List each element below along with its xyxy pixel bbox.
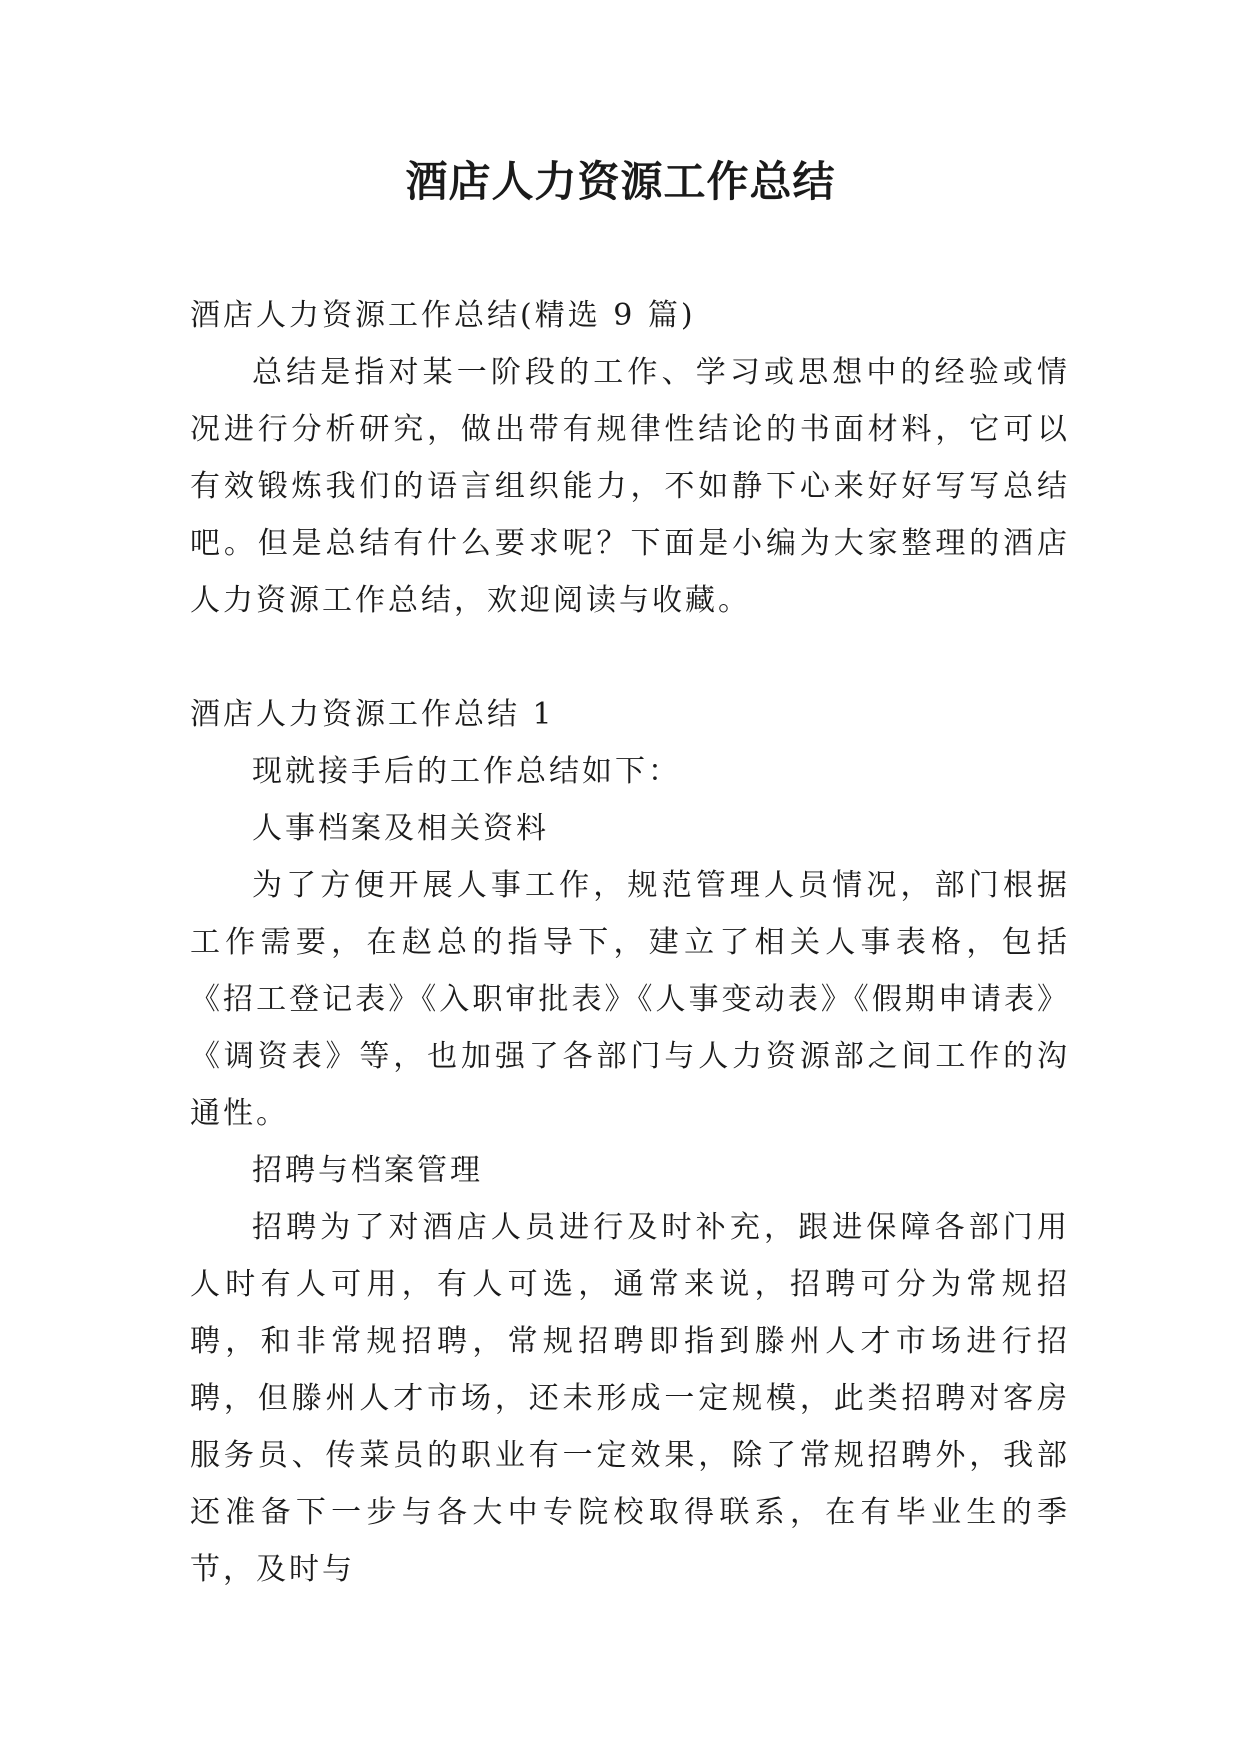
recruitment-paragraph: 招聘为了对酒店人员进行及时补充，跟进保障各部门用人时有人可用，有人可选，通常来说，招聘可分为常规招聘，和非常规招聘，常规招聘即指到滕州人才市场进行招聘，但滕州人才市场，还未形成一定规模，此类招聘对客房服务员、传菜员的职业有一定效果，除了常规招聘外，我部还准备下一步与各大中专院校取得联系，在有毕业生的季节，及时与	[190, 1210, 1070, 1587]
document-body	[190, 287, 1070, 1598]
subsection-heading-personnel-files: 人事档案及相关资料	[252, 811, 549, 846]
document-title: 酒店人力资源工作总结	[405, 157, 836, 206]
intro-paragraph: 总结是指对某一阶段的工作、学习或思想中的经验或情况进行分析研究，做出带有规律性结论的书面材料，它可以有效锻炼我们的语言组织能力，不如静下心来好好写写总结吧。但是总结有什么要求呢？下面是小编为大家整理的酒店人力资源工作总结，欢迎阅读与收藏。	[190, 355, 1070, 618]
section-heading: 酒店人力资源工作总结 1	[190, 697, 555, 732]
document-subtitle: 酒店人力资源工作总结(精选 9 篇)	[190, 298, 696, 333]
section-lead: 现就接手后的工作总结如下：	[252, 754, 681, 789]
personnel-files-paragraph: 为了方便开展人事工作，规范管理人员情况，部门根据工作需要，在赵总的指导下，建立了相关人事表格，包括《招工登记表》《入职审批表》《人事变动表》《假期申请表》《调资表》等，也加强了各部门与人力资源部之间工作的沟通性。	[190, 868, 1070, 1131]
subsection-heading-recruitment: 招聘与档案管理	[252, 1153, 483, 1188]
section-spacer	[190, 629, 1070, 686]
